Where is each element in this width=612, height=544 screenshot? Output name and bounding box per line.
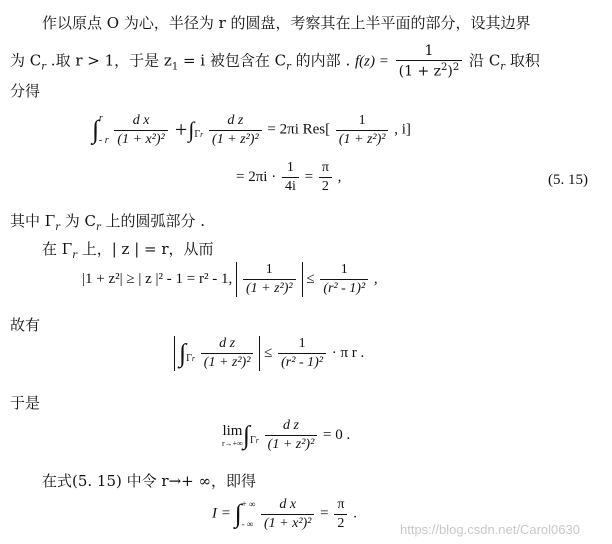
- para-line-5: [42, 238, 214, 261]
- equation-number: (5. 15): [548, 172, 588, 188]
- numerator: 1: [424, 43, 434, 59]
- final-I: I =: [212, 505, 231, 522]
- sup: 2: [452, 62, 460, 73]
- integral-sign: ∫: [179, 338, 187, 368]
- text: .取 r > 1，于是 z: [46, 51, 172, 70]
- denominator: [396, 60, 463, 80]
- integral-sign: ∫: [234, 499, 242, 528]
- fraction: [336, 113, 389, 148]
- numerator: d z: [219, 336, 236, 351]
- ineq-end: · π r .: [331, 344, 365, 361]
- text: 沿 C: [469, 51, 501, 70]
- denominator: (1 + z²)²: [336, 130, 389, 148]
- sub: r: [191, 353, 196, 363]
- denominator: (1 + x²)²: [261, 514, 314, 532]
- fraction: [320, 262, 368, 297]
- watermark: https://blog.csdn.net/Carol0630: [400, 522, 580, 537]
- text: 取积: [505, 51, 540, 70]
- integral-sign: ∫: [242, 420, 251, 450]
- numerator: d x: [279, 496, 297, 512]
- numerator: π: [321, 160, 329, 175]
- numerator: π: [337, 496, 345, 512]
- period: .: [353, 505, 357, 522]
- subscript: r: [95, 222, 101, 233]
- subscript: r: [72, 250, 77, 261]
- text: 上，| z | = r，从而: [76, 240, 214, 258]
- equation-2: [236, 160, 341, 195]
- upper-limit: r: [98, 113, 103, 124]
- denominator: (1 + z²)²: [265, 435, 318, 453]
- upper-limit: + ∞: [241, 499, 256, 509]
- limit: [222, 423, 243, 448]
- gamma: Γ: [250, 434, 256, 446]
- fraction: [278, 336, 326, 371]
- numerator: d x: [132, 112, 150, 128]
- denominator: (1 + z²)²: [201, 353, 254, 371]
- denominator: 2: [334, 514, 347, 532]
- comma: ,: [337, 168, 342, 185]
- text: 其中 Γ: [10, 212, 56, 230]
- fraction: [265, 418, 318, 453]
- fraction: [209, 113, 262, 148]
- fraction: [396, 43, 463, 80]
- denominator: (r² - 1)²: [320, 279, 368, 297]
- fraction: [201, 336, 254, 371]
- subscript: 1: [171, 61, 179, 73]
- denominator: (r² - 1)²: [278, 353, 326, 371]
- gamma-sub: [186, 353, 195, 364]
- text: 在 Γ: [42, 240, 73, 258]
- denominator: 4i: [282, 177, 299, 195]
- inequality-2: [174, 336, 364, 371]
- comma: ,: [373, 270, 378, 287]
- gamma-sub: [194, 129, 203, 140]
- text: 为 C: [59, 212, 96, 230]
- fz-label: f(z) =: [355, 53, 389, 70]
- subscript: r: [55, 222, 60, 233]
- text: 上的圆弧部分 .: [100, 212, 206, 230]
- fraction: [334, 497, 347, 532]
- le-sign: ≤: [306, 270, 315, 287]
- text: 为 C: [10, 51, 42, 70]
- sub: r: [255, 435, 259, 445]
- lim-sub: r→+∞: [222, 439, 243, 448]
- sup: 2: [441, 62, 448, 73]
- integral-sign: ∫: [92, 115, 100, 144]
- rhs-end: , i]: [394, 121, 411, 138]
- equals: =: [320, 505, 329, 522]
- denominator: (1 + z²)²: [243, 279, 296, 297]
- lower-limit: - r: [98, 135, 109, 146]
- numerator: 1: [286, 160, 294, 175]
- gamma-sub: [250, 435, 259, 446]
- numerator: d z: [283, 418, 299, 433]
- fraction: [114, 113, 167, 148]
- denominator: 2: [319, 177, 332, 195]
- denominator: (1 + z²)²: [209, 130, 262, 148]
- numerator: d z: [227, 112, 244, 128]
- integral-limits: [242, 494, 256, 534]
- subscript: r: [500, 61, 506, 73]
- sub: r: [200, 130, 204, 140]
- equals: =: [304, 168, 314, 185]
- fraction: [243, 262, 296, 297]
- text: = i 被包含在 C: [178, 51, 287, 70]
- gamma: Γ: [194, 129, 201, 141]
- integral-sign: +∫: [173, 117, 195, 142]
- den-text: ): [447, 63, 453, 80]
- absolute-value: [174, 336, 260, 371]
- numerator: 1: [358, 112, 366, 128]
- le-sign: ≤: [264, 344, 273, 361]
- fraction: [319, 160, 332, 195]
- para-line-8: 在式(5. 15) 中令 r→+ ∞，即得: [42, 472, 256, 490]
- rhs-text: = 2πi Res[: [267, 121, 331, 138]
- absolute-value: [236, 262, 303, 297]
- den-text: (1 + z: [398, 63, 442, 80]
- lim-word: lim: [222, 423, 243, 439]
- denominator: (1 + x²)²: [114, 130, 167, 148]
- para-line-4: [10, 210, 205, 233]
- subscript: r: [286, 61, 291, 73]
- integral-limits: [99, 108, 109, 152]
- para-line-3: 分得: [10, 82, 41, 100]
- ineq-lhs: |1 + z²| ≥ | z |² - 1 = r² - 1,: [82, 270, 233, 287]
- fraction: [261, 497, 314, 532]
- gamma: Γ: [186, 352, 192, 364]
- equation-1: [92, 108, 411, 152]
- inequality-1: [82, 262, 378, 297]
- para-line-1: 作以原点 O 为心，半径为 r 的圆盘，考察其在上半平面的部分，设其边界: [42, 14, 531, 32]
- fraction: [282, 160, 299, 195]
- para-line-2: [10, 43, 540, 80]
- numerator: 1: [298, 336, 306, 351]
- lower-limit: - ∞: [241, 519, 254, 529]
- subscript: r: [41, 61, 47, 73]
- numerator: 1: [265, 262, 273, 277]
- para-line-6: 故有: [10, 316, 41, 334]
- numerator: 1: [340, 262, 348, 277]
- final-equation: [212, 494, 357, 534]
- para-line-7: 于是: [10, 394, 41, 412]
- lim-rhs: = 0 .: [323, 426, 351, 443]
- limit-equation: [222, 418, 350, 453]
- eq2-lhs: = 2πi ·: [236, 168, 277, 185]
- text: 的内部 .: [290, 51, 351, 70]
